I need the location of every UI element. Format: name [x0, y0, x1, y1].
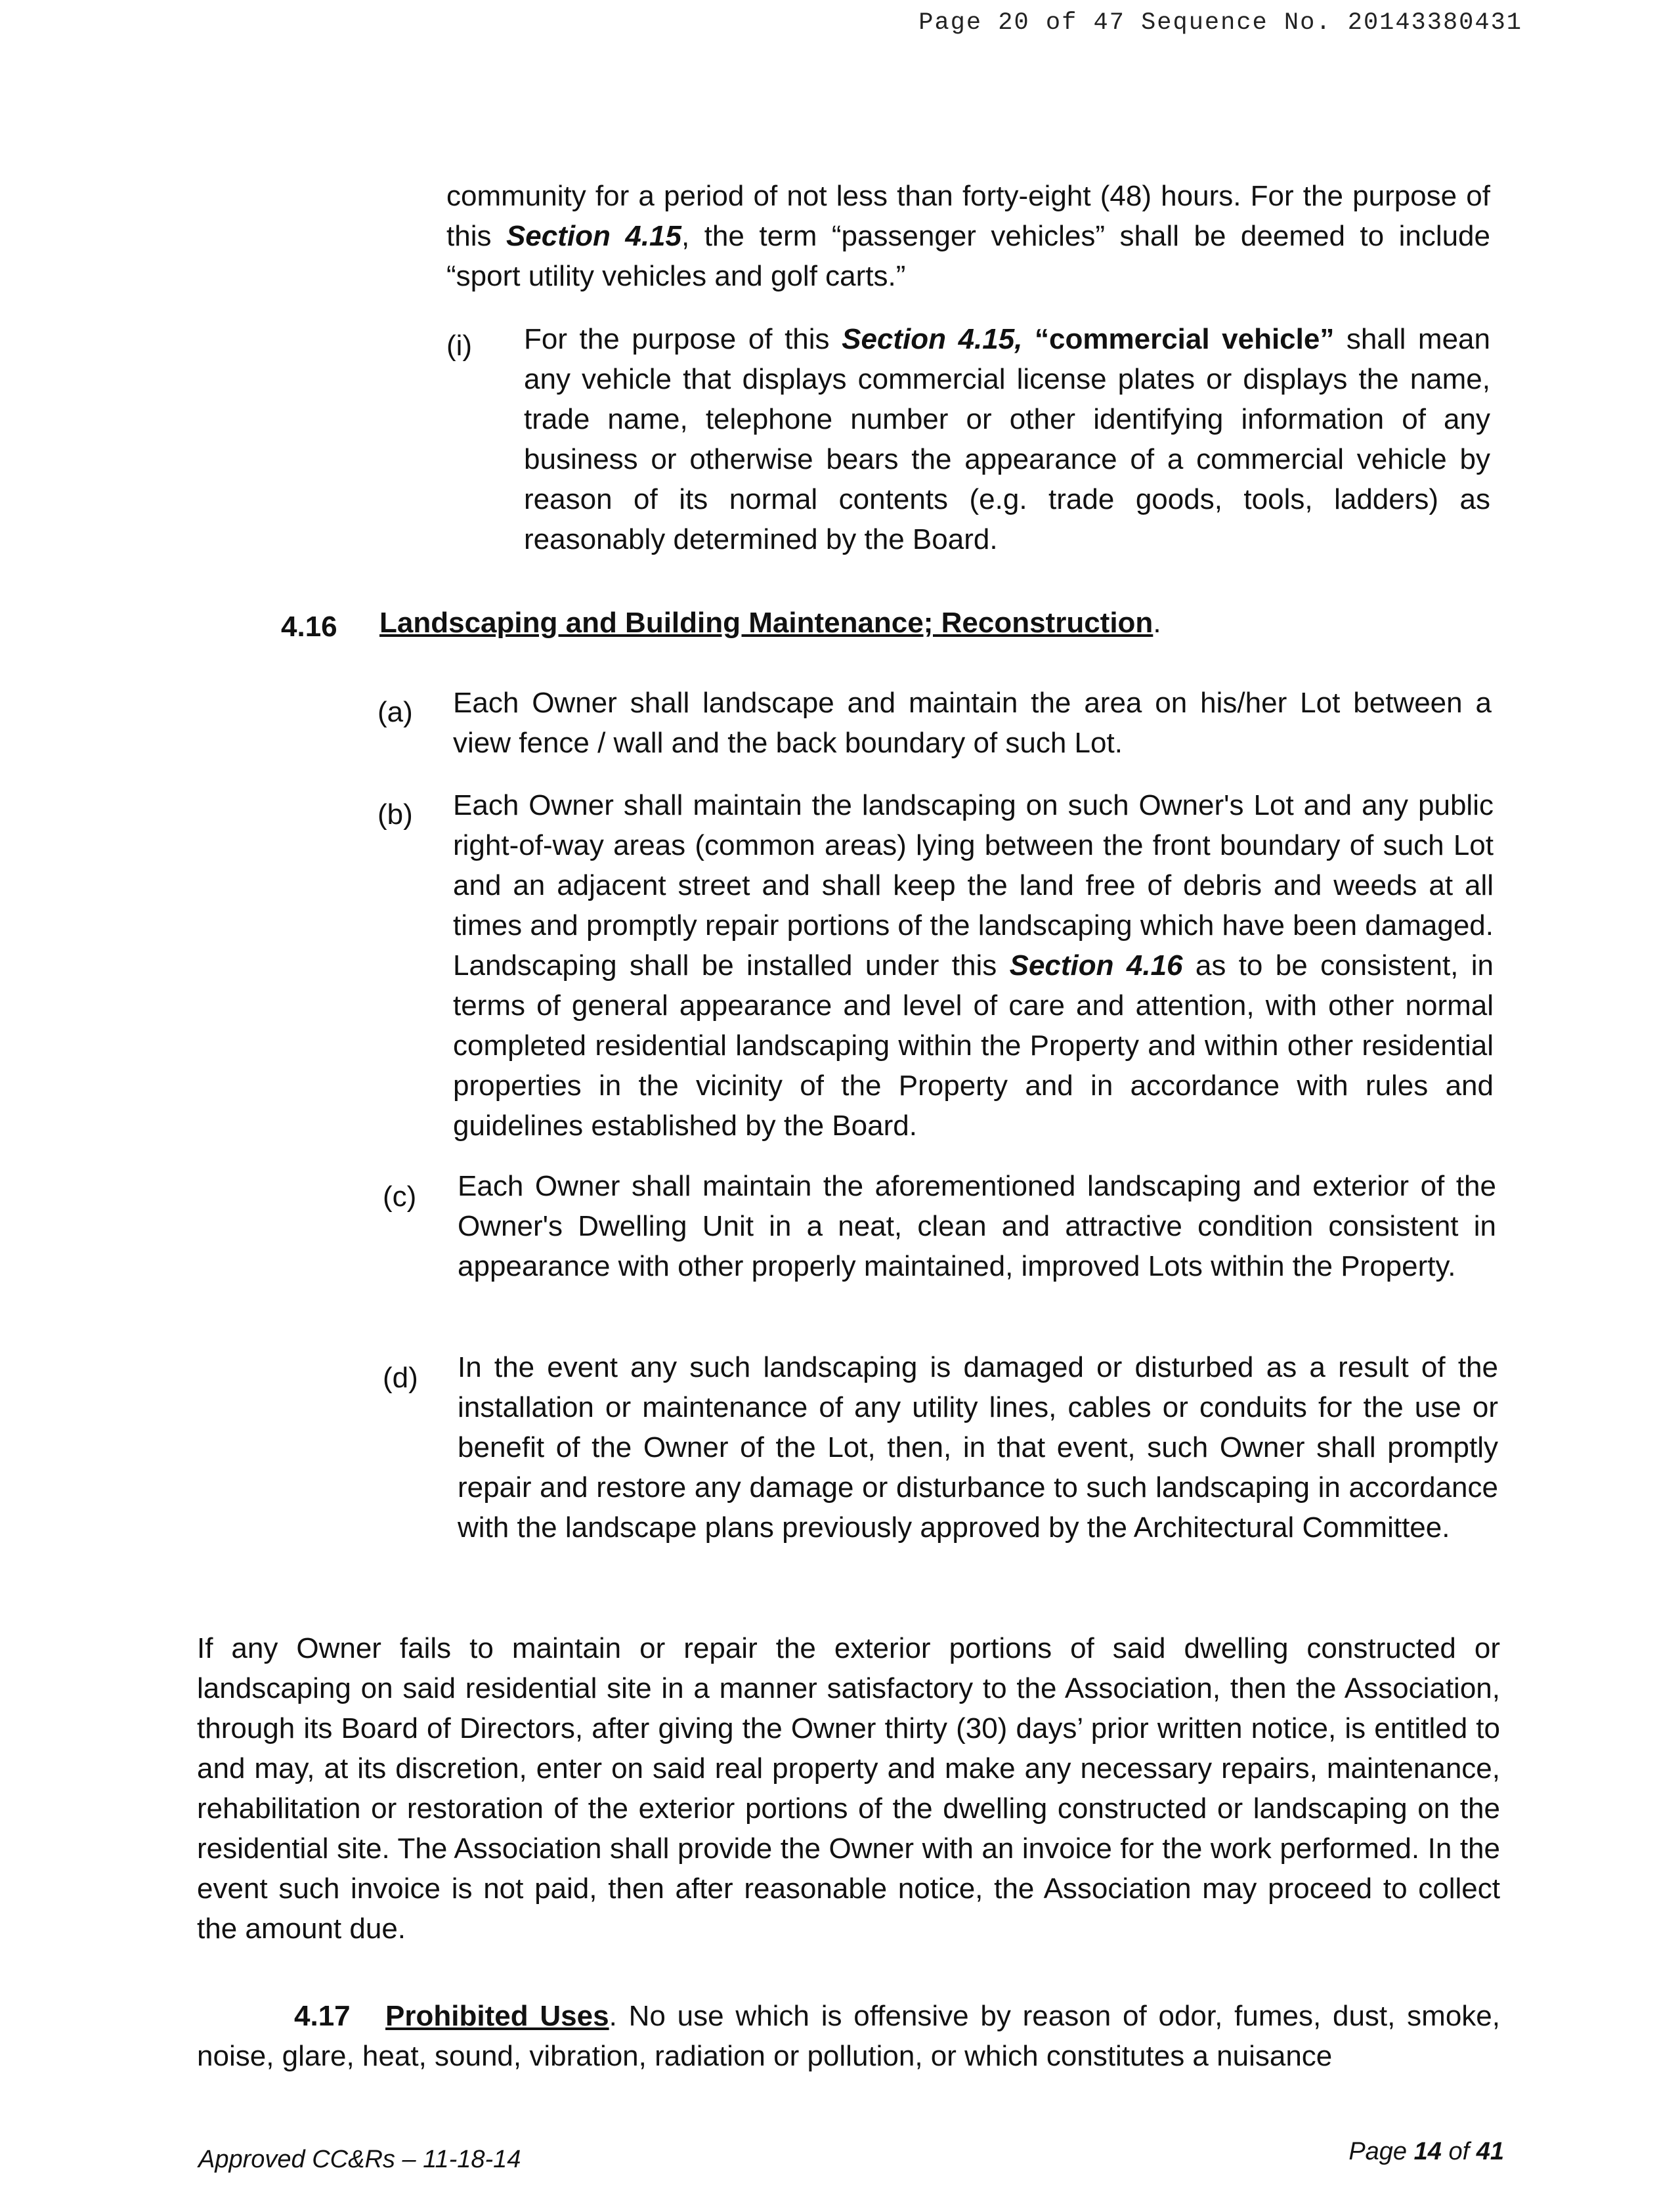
- section-417-text: No use which is offensive by reason of odor, fumes, dust, smoke, noise, glare, heat, sound, vibration, radiation or pollution, or which constitutes a nuisance: [197, 2000, 1500, 2072]
- page-header: Page 20 of 47 Sequence No. 20143380431: [918, 9, 1522, 37]
- footer-document-label: Approved CC&Rs – 11-18-14: [198, 2146, 521, 2173]
- item-i-label: (i): [446, 330, 473, 362]
- section-416-title: Landscaping and Building Maintenance; Reconstruction: [379, 607, 1153, 639]
- section-ref-415-i: Section 4.15,: [842, 323, 1023, 355]
- item-c-label: (c): [383, 1181, 417, 1213]
- item-d-label: (d): [383, 1362, 418, 1394]
- section-ref-416: Section 4.16: [1009, 949, 1183, 982]
- enforcement-paragraph: If any Owner fails to maintain or repair the exterior portions of said dwelling constructed or landscaping on said residential site in a manner satisfactory to the Association, then the Association, through its Board of Directors, after giving the Owner thirty (30) days’ prior written notice, is entitled to and may, at its discretion, enter on said real property and make any necessary repairs, maintenance, rehabilitation or restoration of the exterior portions of the dwelling constructed or landscaping on the residential site. The Association shall provide the Owner with an invoice for the work performed. In the event such invoice is not paid, then after reasonable notice, the Association may proceed to collect the amount due.: [197, 1632, 1500, 1945]
- item-b-text: Each Owner shall maintain the landscaping on such Owner's Lot and any public right-of-way areas (common areas) lying between the front boundary of such Lot and an adjacent street and shall keep the land free of debris and weeds at all times and promptly repair portions of the landscaping which have been damaged. Landscaping shall be installed under this Section 4.16 as to be consistent, in terms of general appearance and level of care and attention, with other normal completed residential landscaping within the Property and within other residential properties in the vicinity of the Property and in accordance with rules and guidelines established by the Board.: [453, 789, 1494, 1142]
- section-ref-415: Section 4.15: [506, 220, 681, 252]
- section-417-paragraph: 4.17 Prohibited Uses. No use which is offensive by reason of odor, fumes, dust, smoke, noise, glare, heat, sound, vibration, radiation or pollution, or which constitutes a nuisance: [197, 2000, 1500, 2072]
- continuation-text-a: community for a period of not less than forty-eight (48) hours. For the purpose of this: [446, 180, 1490, 252]
- term-commercial-vehicle: “commercial vehicle”: [1035, 323, 1335, 355]
- item-c-text: Each Owner shall maintain the aforementioned landscaping and exterior of the Owner's Dwelling Unit in a neat, clean and attractive condition consistent in appearance with other properly maintained, improved Lots within the Property.: [458, 1170, 1496, 1282]
- item-i-text: For the purpose of this Section 4.15, “commercial vehicle” shall mean any vehicle that displays commercial license plates or displays the name, trade name, telephone number or other identifying information of any business or otherwise bears the appearance of a commercial vehicle by reason of its normal contents (e.g. trade goods, tools, ladders) as reasonably determined by the Board.: [524, 323, 1490, 555]
- section-417-title: Prohibited Uses: [385, 2000, 609, 2032]
- continuation-text-b: , the term “passenger vehicles” shall be deemed to include “sport utility vehicles and golf carts.”: [446, 220, 1491, 292]
- footer-page-number: Page 14 of 41: [1348, 2138, 1504, 2165]
- item-a-text: Each Owner shall landscape and maintain the area on his/her Lot between a view fence / wall and the back boundary of such Lot.: [453, 687, 1492, 759]
- item-a-label: (a): [377, 696, 413, 728]
- item-d-text: In the event any such landscaping is damaged or disturbed as a result of the installation or maintenance of any utility lines, cables or conduits for the use or benefit of the Owner of the Lot, then, in that event, such Owner shall promptly repair and restore any damage or disturbance to such landscaping in accordance with the landscape plans previously approved by the Architectural Committee.: [458, 1351, 1498, 1544]
- section-416-number: 4.16: [281, 611, 337, 643]
- section-416-heading: Landscaping and Building Maintenance; Reconstruction.: [379, 607, 1161, 639]
- item-b-label: (b): [377, 798, 413, 831]
- section-417-number: 4.17: [294, 2000, 351, 2032]
- continuation-paragraph: [446, 176, 1490, 296]
